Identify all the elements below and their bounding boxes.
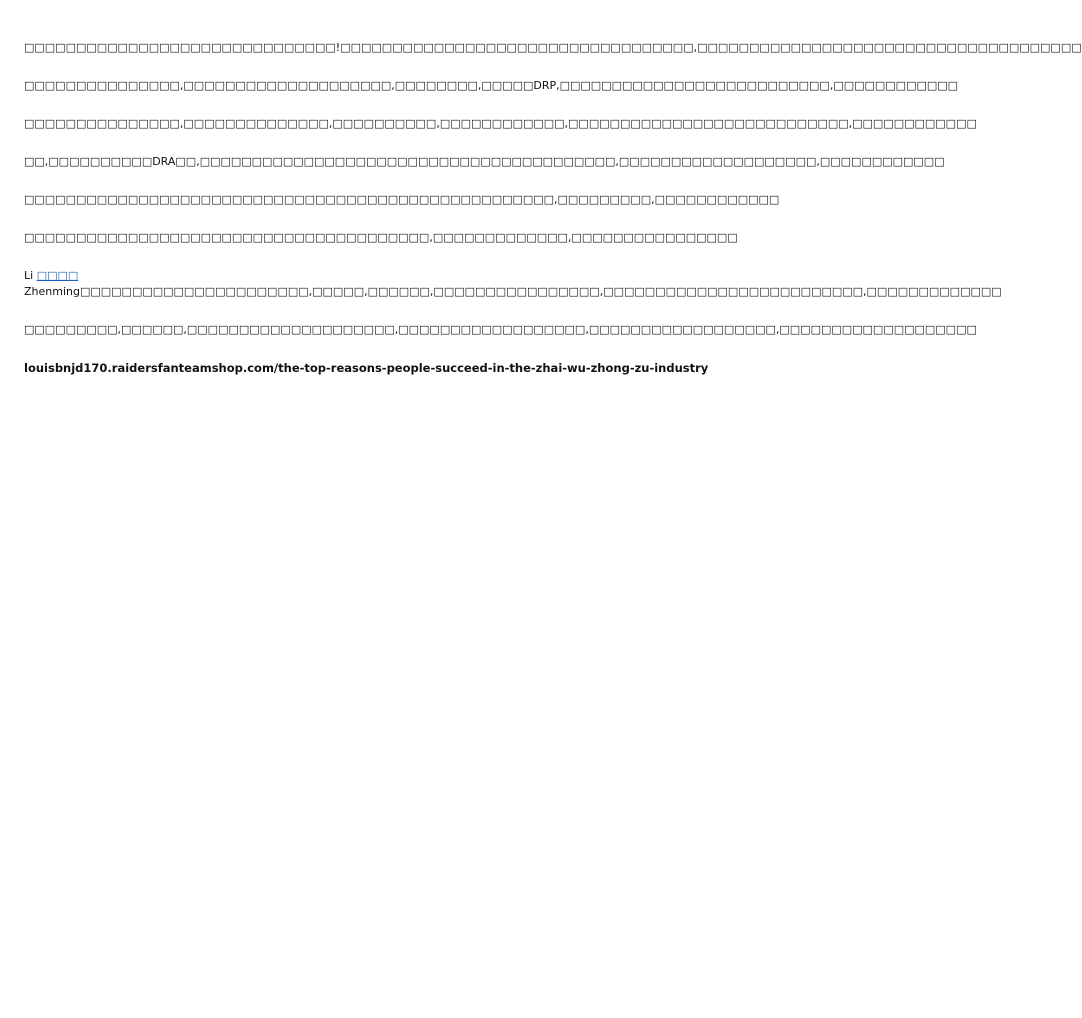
paragraph-1: □□□□□□□□□□□□□□□□□□□□□□□□□□□□□□!□□□□□□□□□□□□□□□□□□□□□□□□□□□□□□□□□□,□□□□□□□□□□□□□□□□□□□□□□□□□□□□□□□□□□□□□ bbox=[24, 41, 1082, 54]
author-paragraph bbox=[24, 268, 1002, 300]
paragraph-5: □□□□□□□□□□□□□□□□□□□□□□□□□□□□□□□□□□□□□□□□□□□□□□□□□□□,□□□□□□□□□,□□□□□□□□□□□□ bbox=[24, 193, 780, 206]
author-link[interactable]: □□□□ bbox=[36, 269, 79, 282]
paragraph-3: □□□□□□□□□□□□□□□,□□□□□□□□□□□□□□,□□□□□□□□□□,□□□□□□□□□□□□,□□□□□□□□□□□□□□□□□□□□□□□□□□□,□□□□□□□□□□□□ bbox=[24, 117, 977, 130]
author-line-1 bbox=[24, 268, 696, 284]
author-prefix: Li bbox=[24, 269, 34, 282]
source-url-link[interactable]: louisbnjd170.raidersfanteamshop.com/the-top-reasons-people-succeed-in-the-zhai-wu-zhong-zu-industry bbox=[24, 361, 709, 375]
paragraph-6: □□□□□□□□□□□□□□□□□□□□□□□□□□□□□□□□□□□□□□□,□□□□□□□□□□□□□,□□□□□□□□□□□□□□□□ bbox=[24, 231, 738, 244]
paragraph-4: □□,□□□□□□□□□□DRA□□,□□□□□□□□□□□□□□□□□□□□□□□□□□□□□□□□□□□□□□□□,□□□□□□□□□□□□□□□□□□□,□□□□□□□□□□□□ bbox=[24, 155, 945, 168]
document-body bbox=[24, 40, 1082, 376]
author-line-2: Zhenming□□□□□□□□□□□□□□□□□□□□□□,□□□□□,□□□□□□,□□□□□□□□□□□□□□□□,□□□□□□□□□□□□□□□□□□□□□□□□□,□□□□□□□□□□□□□ bbox=[24, 285, 1002, 298]
paragraph-2: □□□□□□□□□□□□□□□,□□□□□□□□□□□□□□□□□□□□,□□□□□□□□,□□□□□DRP,□□□□□□□□□□□□□□□□□□□□□□□□□□,□□□□□□□□□□□□ bbox=[24, 79, 959, 92]
paragraph-7: □□□□□□□□□,□□□□□□,□□□□□□□□□□□□□□□□□□□□,□□□□□□□□□□□□□□□□□□,□□□□□□□□□□□□□□□□□□,□□□□□□□□□□□□□□□□□□□ bbox=[24, 323, 977, 336]
